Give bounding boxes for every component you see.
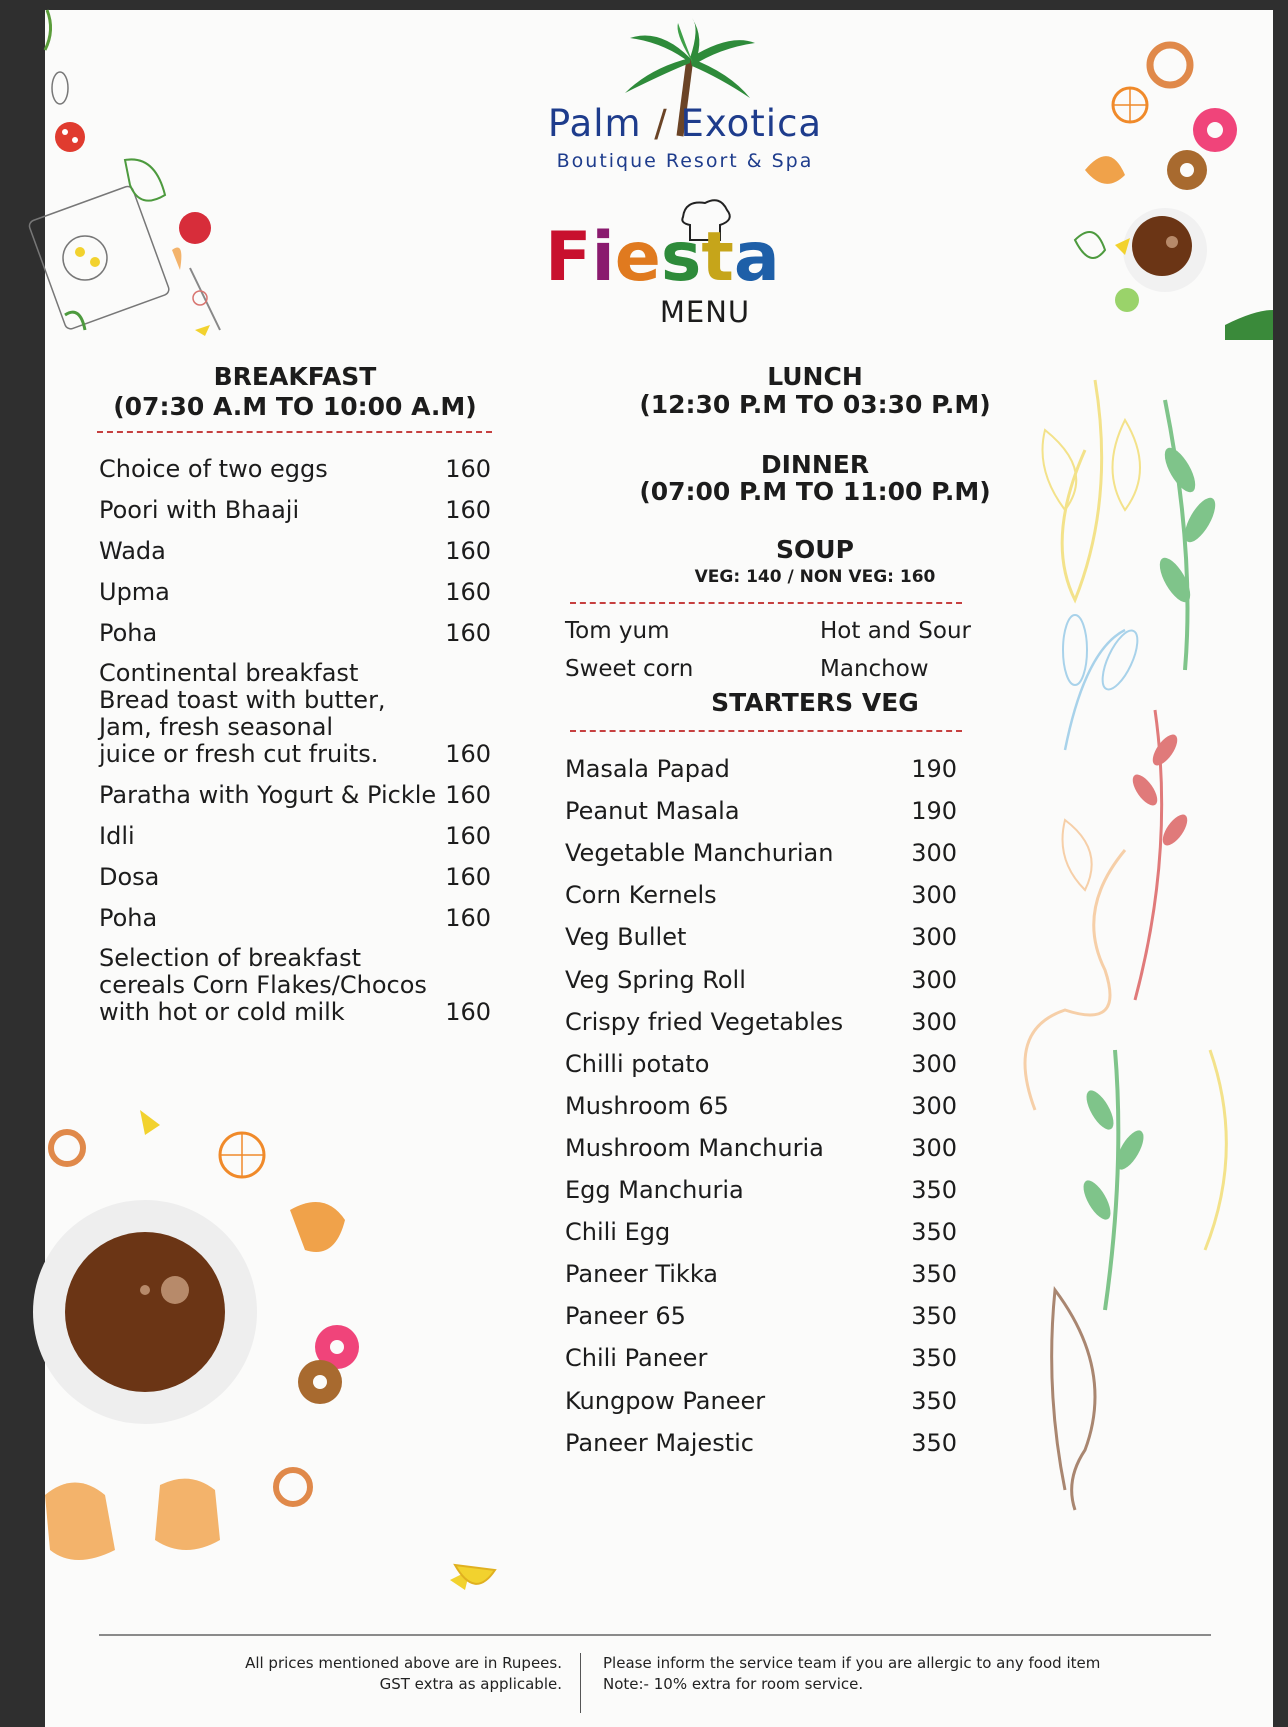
starter-item — [565, 1261, 957, 1288]
starter-item-name: Paneer 65 — [565, 1302, 686, 1331]
breakfast-item-name: Idli — [99, 822, 135, 850]
breakfast-item-price: 160 — [445, 740, 491, 768]
starter-item-price: 300 — [911, 881, 957, 910]
starter-item-name: Veg Bullet — [565, 923, 687, 952]
brand-name: Palm / Exotica — [547, 102, 823, 145]
starter-item — [565, 1051, 957, 1078]
starter-item-name: Mushroom Manchuria — [565, 1133, 824, 1162]
breakfast-item-name: Paratha with Yogurt & Pickle — [99, 781, 437, 809]
brand-name-right: Exotica — [680, 102, 823, 145]
starter-item-price: 300 — [911, 923, 957, 952]
footer-room-service-note: Note:- 10% extra for room service. — [603, 1675, 864, 1693]
breakfast-item — [99, 620, 491, 647]
starter-item — [565, 1177, 957, 1204]
breakfast-item-name: Poori with Bhaaji — [99, 496, 300, 524]
starter-item-name: Peanut Masala — [565, 797, 740, 826]
soup-item: Tom yum — [565, 618, 670, 644]
breakfast-item-name: Dosa — [99, 863, 160, 891]
breakfast-item-price: 160 — [445, 578, 491, 606]
breakfast-item-name: Choice of two eggs — [99, 455, 328, 483]
breakfast-item — [99, 579, 491, 606]
starter-item-price: 300 — [911, 1133, 957, 1162]
breakfast-hours: (07:30 A.M TO 10:00 A.M) — [113, 392, 477, 421]
breakfast-item-name: Continental breakfast Bread toast with butter, Jam, fresh seasonal juice or fresh cut fruits. — [99, 659, 386, 768]
footer-price-note: All prices mentioned above are in Rupees. — [245, 1654, 562, 1672]
footer-vertical-divider — [580, 1653, 581, 1713]
breakfast-item-name: Poha — [99, 904, 158, 932]
starter-item — [565, 1303, 957, 1330]
breakfast-item — [99, 660, 491, 768]
starter-item-name: Paneer Tikka — [565, 1260, 719, 1289]
breakfast-item — [99, 538, 491, 565]
starter-item-price: 350 — [911, 1386, 957, 1415]
breakfast-item-price: 160 — [445, 496, 491, 524]
breakfast-item — [99, 456, 491, 483]
starter-item — [565, 1345, 957, 1372]
breakfast-title: BREAKFAST — [213, 362, 377, 391]
breakfast-item-price: 160 — [445, 619, 491, 647]
starter-item-name: Kungpow Paneer — [565, 1386, 766, 1415]
starter-item-price: 350 — [911, 1428, 957, 1457]
starter-item-price: 350 — [911, 1302, 957, 1331]
starter-item-name: Vegetable Manchurian — [565, 839, 834, 868]
starter-item-name: Chili Egg — [565, 1218, 671, 1247]
starter-item-name: Chili Paneer — [565, 1344, 708, 1373]
breakfast-item-price: 160 — [445, 904, 491, 932]
breakfast-item-name: Wada — [99, 537, 166, 565]
starter-item-price: 350 — [911, 1260, 957, 1289]
svg-text:Fiesta: Fiesta — [545, 218, 780, 297]
breakfast-item-price: 160 — [445, 455, 491, 483]
starter-item-price: 350 — [911, 1344, 957, 1373]
starter-item — [565, 1135, 957, 1162]
starter-item-name: Corn Kernels — [565, 881, 717, 910]
dinner-title: DINNER — [760, 450, 870, 479]
breakfast-item-price: 160 — [445, 863, 491, 891]
breakfast-item — [99, 905, 491, 932]
starter-item — [565, 1388, 957, 1415]
footer-gst-note: GST extra as applicable. — [379, 1675, 562, 1693]
starter-item-name: Veg Spring Roll — [565, 965, 746, 994]
starter-item — [565, 756, 957, 783]
starter-item-name: Egg Manchuria — [565, 1176, 744, 1204]
brand-name-left: Palm — [547, 102, 642, 145]
brand-subtitle: Boutique Resort & Spa — [556, 150, 814, 172]
coffee-pastry-illustration — [45, 1100, 365, 1610]
soup-item: Manchow — [820, 656, 929, 682]
breakfast-item-name: Selection of breakfast cereals Corn Flakes/Chocos with hot or cold milk — [99, 944, 427, 1026]
breakfast-item-name: Poha — [99, 619, 158, 647]
breakfast-item-price: 160 — [445, 781, 491, 809]
starter-item — [565, 1009, 957, 1036]
breakfast-item — [99, 782, 491, 809]
breakfast-item — [99, 864, 491, 891]
soup-item: Hot and Sour — [820, 618, 971, 644]
starter-item-price: 350 — [911, 1218, 957, 1247]
soup-item: Sweet corn — [565, 656, 694, 682]
starter-item-name: Masala Papad — [565, 755, 730, 783]
breakfast-item-price: 160 — [445, 998, 491, 1026]
starter-item-price: 300 — [911, 1007, 957, 1036]
breakfast-item — [99, 497, 491, 524]
lunch-hours: (12:30 P.M TO 03:30 P.M) — [639, 390, 991, 419]
starter-item — [565, 798, 957, 825]
starter-item-name: Crispy fried Vegetables — [565, 1007, 844, 1036]
starter-item-price: 190 — [911, 755, 957, 783]
starter-item — [565, 1430, 957, 1457]
starter-item — [565, 967, 957, 994]
dinner-hours: (07:00 P.M TO 11:00 P.M) — [639, 477, 991, 506]
starters-divider — [570, 730, 962, 732]
starter-item — [565, 924, 957, 951]
footer-left — [165, 1653, 562, 1695]
starter-item-name: Paneer Majestic — [565, 1428, 754, 1457]
footer-allergy-note: Please inform the service team if you are allergic to any food item — [603, 1654, 1101, 1672]
footer-divider-line — [99, 1634, 1211, 1636]
breakfast-item-price: 160 — [445, 822, 491, 850]
starter-item-price: 300 — [911, 965, 957, 994]
breakfast-item — [99, 945, 491, 1026]
breakfast-item — [99, 823, 491, 850]
starter-item-price: 190 — [911, 797, 957, 826]
starter-item-price: 350 — [911, 1176, 957, 1204]
starter-item — [565, 840, 957, 867]
lemon-slice-illustration — [450, 1560, 500, 1600]
fiesta-logo — [535, 195, 780, 297]
starter-item — [565, 882, 957, 909]
soup-divider — [570, 602, 962, 604]
breakfast-items-illustration — [1065, 10, 1273, 350]
lunch-title: LUNCH — [767, 362, 863, 391]
starter-item-price: 300 — [911, 1049, 957, 1078]
starters-veg-title: STARTERS VEG — [711, 688, 919, 717]
starter-item-price: 300 — [911, 1091, 957, 1120]
breakfast-item-name: Upma — [99, 578, 170, 606]
menu-title: MENU — [659, 295, 751, 329]
starter-item-price: 300 — [911, 839, 957, 868]
breakfast-divider — [97, 431, 492, 433]
starter-item — [565, 1093, 957, 1120]
soup-title: SOUP — [776, 535, 854, 564]
menu-sheet — [45, 10, 1273, 1727]
vegetable-board-illustration — [45, 10, 245, 340]
starter-item-name: Mushroom 65 — [565, 1091, 729, 1120]
starter-item — [565, 1219, 957, 1246]
footer-right — [603, 1653, 1223, 1695]
starter-item-name: Chilli potato — [565, 1049, 710, 1078]
breakfast-item-price: 160 — [445, 537, 491, 565]
soup-prices: VEG: 140 / NON VEG: 160 — [694, 567, 936, 587]
